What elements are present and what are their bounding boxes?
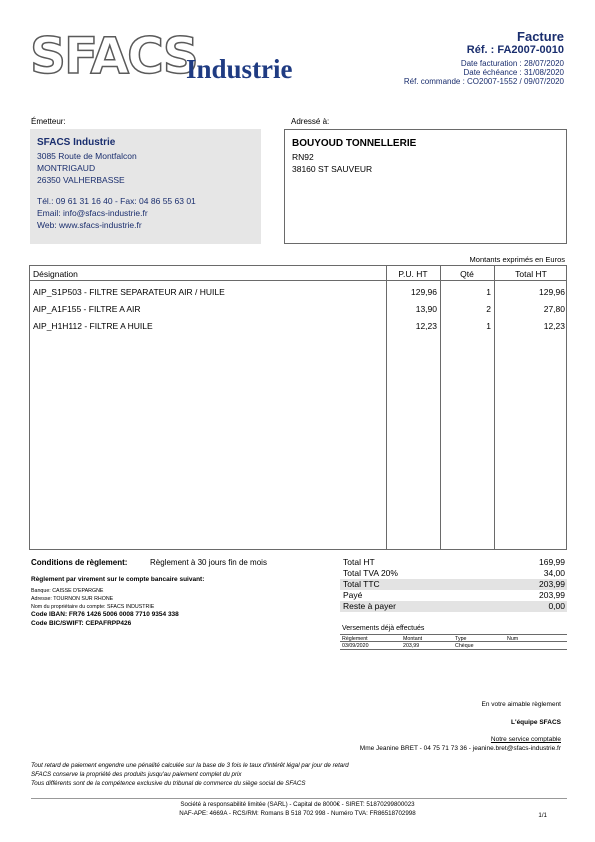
bank-name: Banque: CAISSE D'EPARGNE bbox=[31, 588, 104, 594]
emitter-box bbox=[30, 129, 261, 244]
col-header-total: Total HT bbox=[515, 269, 547, 279]
payments-col-type: Type bbox=[455, 636, 467, 642]
col-header-designation: Désignation bbox=[33, 269, 78, 279]
accounting-contact: Mme Jeanine BRET - 04 75 71 73 36 - jeanine.bret@sfacs-industrie.fr bbox=[359, 745, 561, 752]
payments-col-date: Règlement bbox=[342, 636, 368, 642]
order-ref: Réf. commande : CO2007-1552 / 09/07/2020 bbox=[403, 77, 564, 86]
recipient-address-1: RN92 bbox=[292, 152, 314, 162]
invoice-ref: Réf. : FA2007-0010 bbox=[466, 44, 564, 56]
row-designation: AIP_S1P503 - FILTRE SEPARATEUR AIR / HUILE bbox=[33, 287, 225, 297]
emitter-email: Email: info@sfacs-industrie.fr bbox=[37, 208, 148, 218]
legal-late-penalty: Tout retard de paiement engendre une pénalité calculée sur la base de 3 fois le taux d'intérêt légal par jour de retard bbox=[31, 762, 349, 769]
footer-company: Société à responsabilité limitée (SARL) - Capital de 8000€ - SIRET: 51870299800023 bbox=[180, 801, 415, 808]
emitter-address-3: 26350 VALHERBASSE bbox=[37, 175, 125, 185]
items-table bbox=[29, 265, 567, 550]
col-header-qty: Qté bbox=[460, 269, 474, 279]
total-tva-value: 34,00 bbox=[543, 568, 565, 578]
row-unit-price: 13,90 bbox=[415, 304, 437, 314]
emitter-phone: Tél.: 09 61 31 16 40 - Fax: 04 86 55 63 01 bbox=[37, 196, 196, 206]
row-quantity: 2 bbox=[486, 304, 491, 314]
total-ht-row bbox=[340, 557, 567, 568]
remaining-row bbox=[340, 601, 567, 612]
total-ttc-row bbox=[340, 579, 567, 590]
bank-owner: Nom du propriétaire du compte: SFACS INDUSTRIE bbox=[31, 604, 155, 610]
recipient-label: Adressé à: bbox=[291, 117, 330, 126]
payment-amount: 203,99 bbox=[403, 643, 420, 649]
emitter-name: SFACS Industrie bbox=[37, 137, 116, 148]
emitter-web: Web: www.sfacs-industrie.fr bbox=[37, 220, 142, 230]
payment-row bbox=[340, 642, 567, 650]
paid-value: 203,99 bbox=[539, 590, 565, 600]
row-total: 129,96 bbox=[539, 287, 565, 297]
row-designation: AIP_H1H112 - FILTRE A HUILE bbox=[33, 321, 153, 331]
legal-ownership: SFACS conserve la propriété des produits jusqu'au paiement complet du prix bbox=[31, 771, 242, 778]
payments-header bbox=[340, 634, 567, 642]
invoice-due-date: Date échéance : 31/08/2020 bbox=[463, 68, 564, 77]
payments-col-amount: Montant bbox=[403, 636, 423, 642]
payments-table bbox=[340, 634, 567, 650]
payment-terms-value: Règlement à 30 jours fin de mois bbox=[150, 558, 267, 567]
logo-brand: SFACS bbox=[30, 27, 197, 85]
payment-date: 03/09/2020 bbox=[342, 643, 369, 649]
recipient-box bbox=[284, 129, 567, 244]
logo-suffix: Industrie bbox=[186, 54, 293, 84]
bank-address: Adresse: TOURNON SUR RHONE bbox=[31, 596, 114, 602]
row-quantity: 1 bbox=[486, 321, 491, 331]
payments-title: Versements déjà effectués bbox=[342, 625, 425, 632]
recipient-address-2: 38160 ST SAUVEUR bbox=[292, 164, 373, 174]
bank-iban: Code IBAN: FR76 1426 5006 0008 7710 9354 338 bbox=[31, 611, 179, 618]
col-header-pu: P.U. HT bbox=[398, 269, 428, 279]
row-total: 27,80 bbox=[543, 304, 565, 314]
bank-bic: Code BIC/SWIFT: CEPAFRPP426 bbox=[31, 620, 132, 627]
signature-team: L'équipe SFACS bbox=[511, 719, 561, 726]
row-unit-price: 12,23 bbox=[415, 321, 437, 331]
closing-greeting: En votre aimable règlement bbox=[481, 701, 561, 708]
accounting-service: Notre service comptable bbox=[490, 736, 561, 743]
row-designation: AIP_A1F155 - FILTRE A AIR bbox=[33, 304, 141, 314]
total-tva-row bbox=[340, 568, 567, 579]
total-tva-label: Total TVA 20% bbox=[343, 568, 398, 578]
payment-terms-label: Conditions de règlement: bbox=[31, 558, 128, 567]
total-ht-value: 169,99 bbox=[539, 557, 565, 567]
payments-col-num: Num bbox=[507, 636, 519, 642]
row-total: 12,23 bbox=[543, 321, 565, 331]
emitter-label: Émetteur: bbox=[31, 117, 66, 126]
emitter-address-1: 3085 Route de Montfalcon bbox=[37, 151, 137, 161]
currency-note: Montants exprimés en Euros bbox=[469, 255, 565, 264]
footer-divider bbox=[31, 798, 567, 799]
total-ttc-label: Total TTC bbox=[343, 579, 380, 589]
row-unit-price: 129,96 bbox=[411, 287, 437, 297]
bank-transfer-title: Règlement par virement sur le compte bancaire suivant: bbox=[31, 576, 205, 583]
legal-jurisdiction: Tous différents sont de la compétence exclusive du tribunal de commerce du siège social de SFACS bbox=[31, 780, 306, 787]
invoice-title: Facture bbox=[517, 29, 564, 44]
remaining-label: Reste à payer bbox=[343, 601, 396, 611]
recipient-name: BOUYOUD TONNELLERIE bbox=[292, 138, 417, 149]
row-quantity: 1 bbox=[486, 287, 491, 297]
emitter-address-2: MONTRIGAUD bbox=[37, 163, 96, 173]
paid-label: Payé bbox=[343, 590, 363, 600]
remaining-value: 0,00 bbox=[548, 601, 565, 611]
total-ht-label: Total HT bbox=[343, 557, 375, 567]
page-number: 1/1 bbox=[538, 812, 547, 819]
footer-registration: NAF-APE: 4669A - RCS/RM: Romans B 518 702 998 - Numéro TVA: FR86518702998 bbox=[179, 810, 416, 817]
paid-row bbox=[340, 590, 567, 601]
total-ttc-value: 203,99 bbox=[539, 579, 565, 589]
payment-type: Chèque bbox=[455, 643, 474, 649]
invoice-date: Date facturation : 28/07/2020 bbox=[460, 59, 564, 68]
